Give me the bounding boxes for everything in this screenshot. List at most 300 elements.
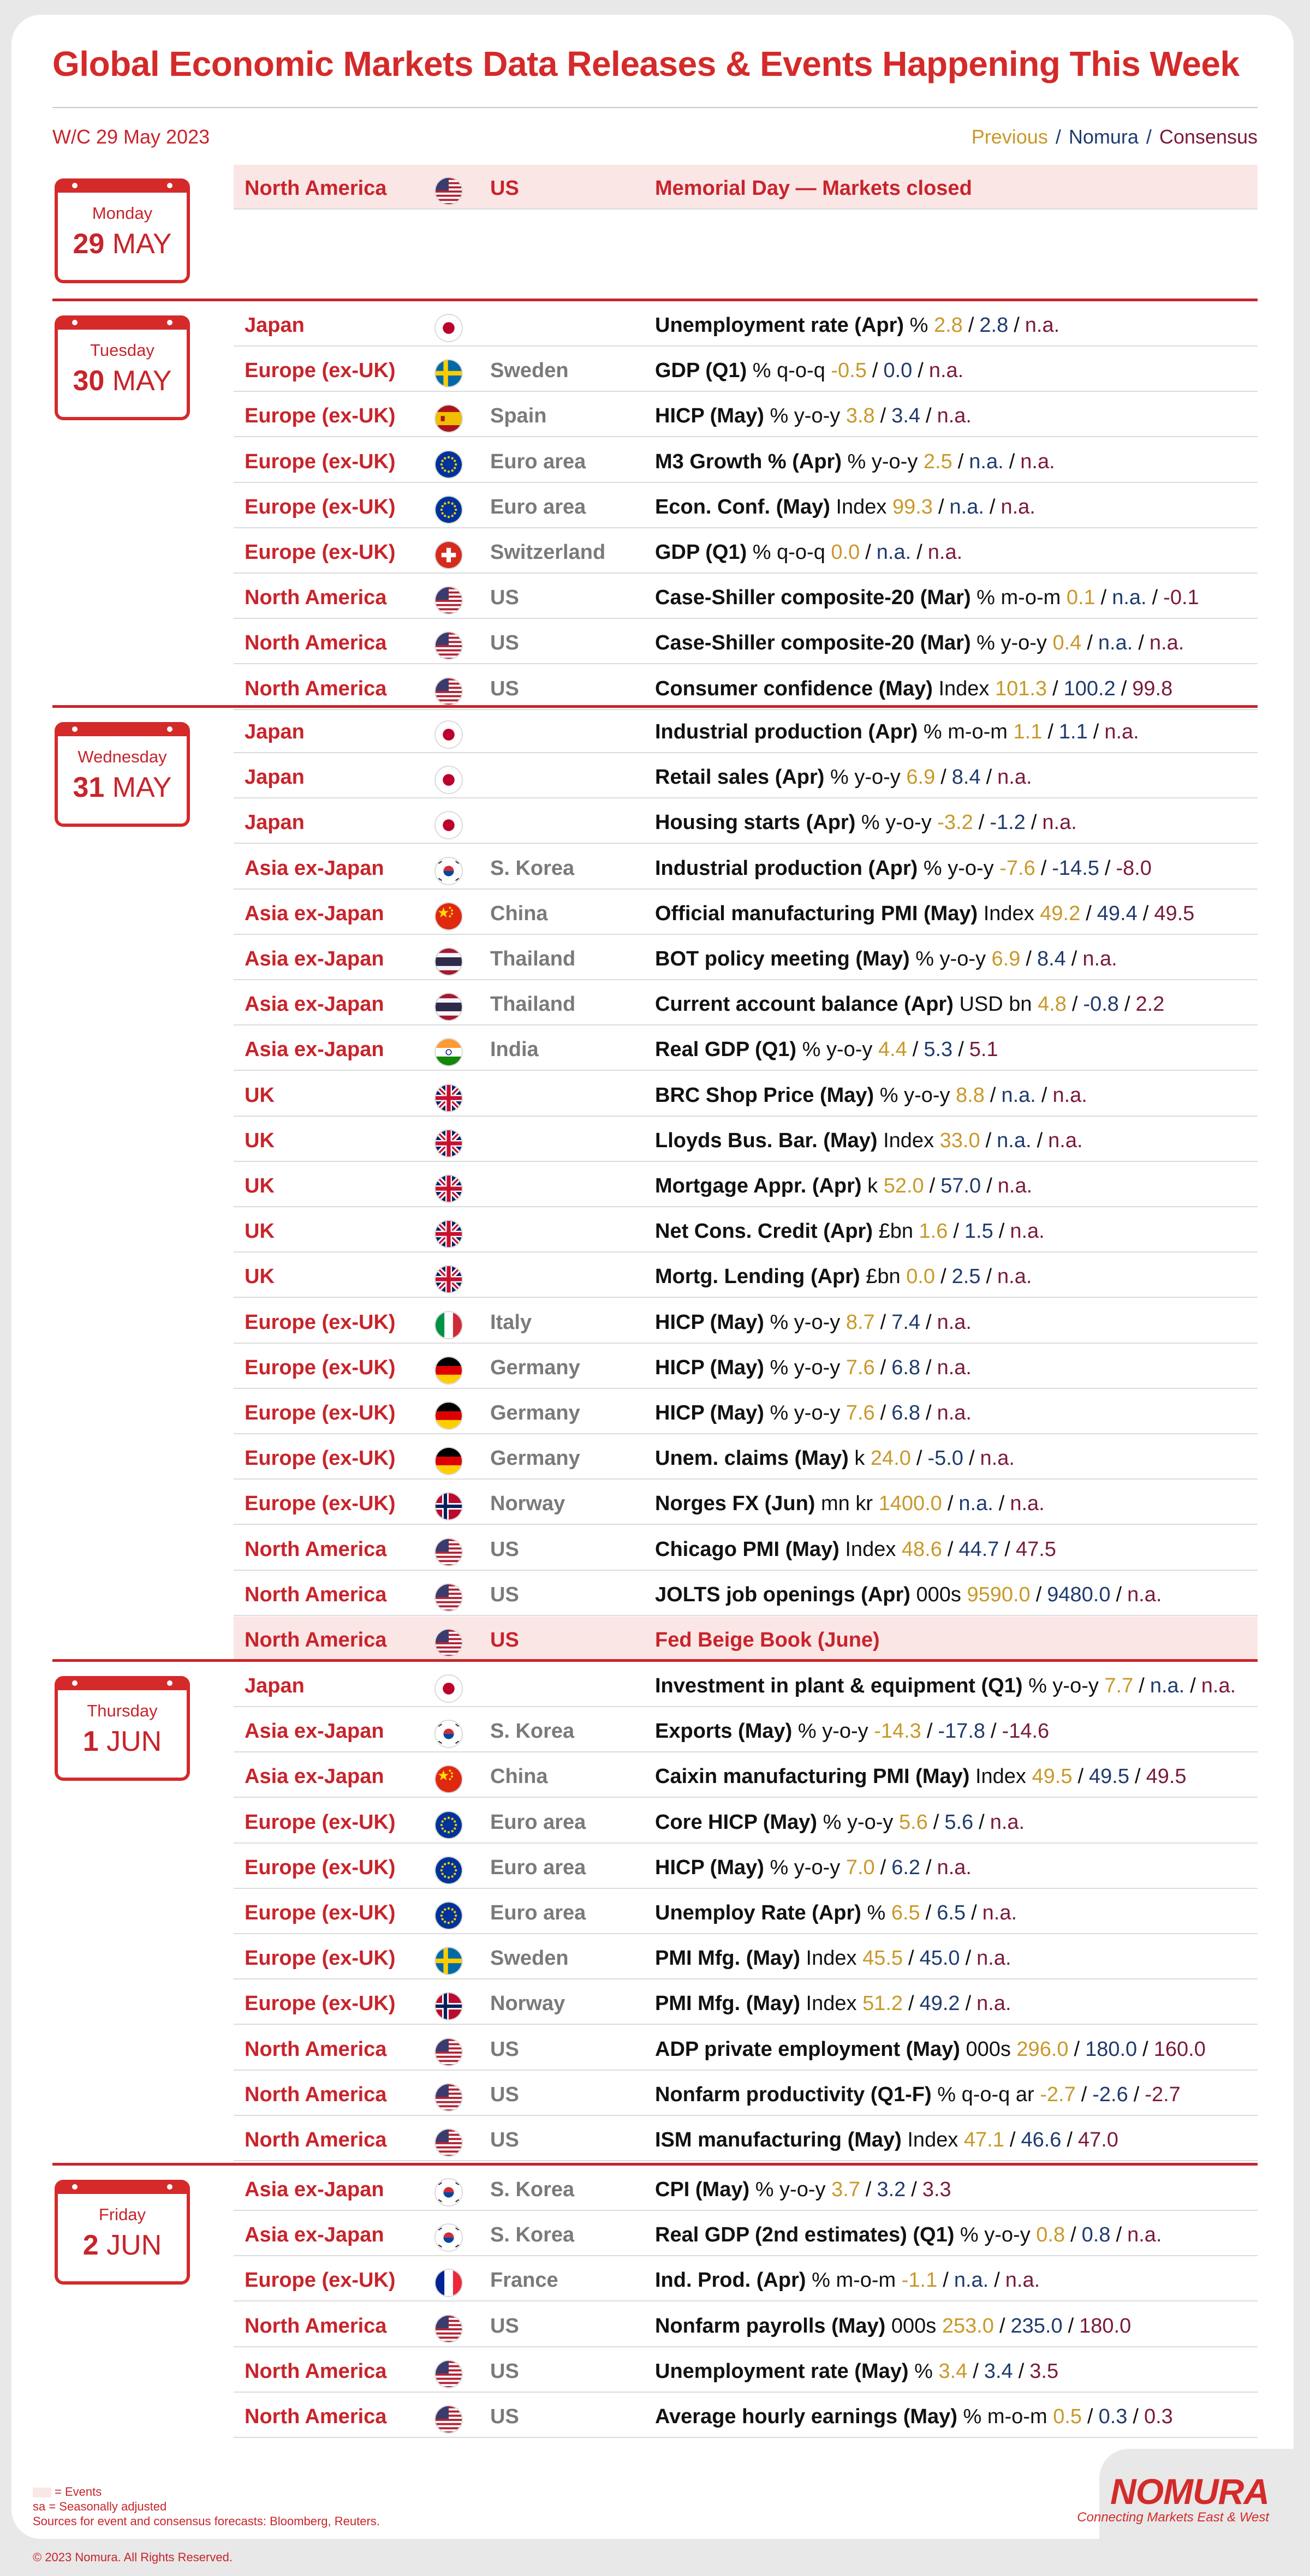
consensus-value: 3.3 <box>922 2178 951 2201</box>
eu-flag-icon <box>434 1901 463 1930</box>
region-label: Asia ex-Japan <box>245 947 384 970</box>
indicator <box>655 1311 972 1334</box>
consensus-value: n.a. <box>1020 450 1055 473</box>
value-separator: / <box>1081 2083 1087 2106</box>
value-separator: / <box>968 1447 975 1470</box>
country-label: Spain <box>490 404 547 428</box>
indicator-name: PMI Mfg. (May) <box>655 1992 800 2016</box>
eu-flag-icon <box>434 1811 463 1839</box>
region-label: Asia ex-Japan <box>245 1765 384 1788</box>
nomura-value: 6.2 <box>891 1856 921 1879</box>
indicator-unit: % m-o-m <box>976 586 1061 610</box>
value-separator: / <box>968 314 974 337</box>
region-label: North America <box>245 586 387 610</box>
calendar-ring-icon <box>72 320 78 325</box>
previous-value: 5.6 <box>898 1810 928 1834</box>
release-row <box>234 1799 1258 1844</box>
indicator-name: JOLTS job openings (Apr) <box>655 1583 910 1606</box>
legend-previous: Previous <box>971 126 1048 148</box>
country-label: Norway <box>490 1992 565 2016</box>
indicator-name: Average hourly earnings (May) <box>655 2405 957 2428</box>
value-separator: / <box>872 359 878 383</box>
release-row <box>234 1390 1258 1434</box>
value-separator: / <box>1116 2223 1122 2247</box>
indicator-name: Nonfarm payrolls (May) <box>655 2314 886 2338</box>
day-calendar <box>55 722 190 827</box>
indicator <box>655 2269 1040 2292</box>
indicator-name: HICP (May) <box>655 404 764 428</box>
previous-value: -0.5 <box>831 359 867 383</box>
region-label: North America <box>245 2083 387 2106</box>
nomura-value: -17.8 <box>938 1720 986 1743</box>
previous-value: 4.4 <box>878 1038 907 1062</box>
release-row <box>234 1026 1258 1071</box>
day-month: MAY <box>112 772 172 803</box>
previous-value: 7.7 <box>1104 1674 1134 1697</box>
indicator-name: Norges FX (Jun) <box>655 1492 815 1516</box>
release-row <box>234 708 1258 753</box>
consensus-value: n.a. <box>1025 314 1060 337</box>
value-separator: / <box>926 1356 932 1379</box>
indicator-name: Core HICP (May) <box>655 1810 818 1834</box>
previous-value: 7.6 <box>845 1402 875 1424</box>
consensus-value: n.a. <box>980 1447 1015 1470</box>
value-separator: / <box>947 1537 954 1561</box>
nomura-value: 49.5 <box>1089 1765 1129 1788</box>
indicator-name: Caixin manufacturing PMI (May) <box>655 1765 970 1788</box>
region-label: North America <box>245 177 387 200</box>
release-row <box>234 619 1258 664</box>
nomura-value: 0.8 <box>1081 2223 1111 2247</box>
previous-value: -2.7 <box>1040 2083 1076 2106</box>
eu-flag-icon <box>434 450 463 479</box>
release-row <box>234 574 1258 619</box>
legend-separator: / <box>1055 126 1061 148</box>
region-label: Europe (ex-UK) <box>245 2269 396 2292</box>
indicator-name: ISM manufacturing (May) <box>655 2128 902 2151</box>
day-date <box>58 2229 187 2262</box>
us-flag-icon <box>434 177 463 205</box>
indicator <box>655 2360 1058 2383</box>
events-legend <box>33 2485 102 2499</box>
country-label: France <box>490 2269 558 2292</box>
region-label: UK <box>245 1083 275 1107</box>
previous-value: 7.6 <box>845 1356 875 1379</box>
value-separator: / <box>1133 2405 1139 2428</box>
value-separator: / <box>965 1992 972 2016</box>
indicator-unit: % <box>909 314 928 337</box>
value-separator: / <box>918 359 924 383</box>
release-row <box>234 1299 1258 1344</box>
france-flag-icon <box>434 2269 463 2297</box>
consensus-value: n.a. <box>937 1356 972 1379</box>
value-separator: / <box>1018 2359 1025 2383</box>
value-separator: / <box>1074 2037 1080 2061</box>
previous-value: 47.1 <box>963 2128 1004 2151</box>
country-label: US <box>490 631 519 655</box>
consensus-value: -2.7 <box>1145 2083 1181 2106</box>
consensus-value: n.a. <box>927 541 963 564</box>
country-label: Sweden <box>490 359 569 383</box>
region-label: Europe (ex-UK) <box>245 1356 396 1379</box>
value-separator: / <box>911 2178 917 2201</box>
indicator-name: Housing starts (Apr) <box>655 811 856 834</box>
indicator-name: Net Cons. Credit (Apr) <box>655 1220 873 1243</box>
indicator-name: Consumer confidence (May) <box>655 677 933 700</box>
country-label: China <box>490 1765 548 1788</box>
nomura-value: 49.2 <box>919 1992 960 2016</box>
consensus-value: n.a. <box>976 1992 1011 2016</box>
indicator <box>655 1129 1083 1153</box>
nomura-value: 2.8 <box>979 314 1009 337</box>
previous-value: 7.0 <box>845 1856 875 1879</box>
indicator-name: Industrial production (Apr) <box>655 720 918 743</box>
value-separator: / <box>1104 856 1111 880</box>
china-flag-icon <box>434 1765 463 1793</box>
indicator <box>655 2405 1173 2429</box>
country-label: Germany <box>490 1356 580 1379</box>
indicator <box>655 677 1172 701</box>
indicator-unit: % y-o-y <box>915 947 986 970</box>
indicator <box>655 314 1059 337</box>
value-separator: / <box>985 1129 992 1152</box>
day-divider <box>52 299 1258 301</box>
region-label: Europe (ex-UK) <box>245 1856 396 1879</box>
indicator-unit: % y-o-y <box>755 2178 826 2201</box>
india-flag-icon <box>434 1038 463 1066</box>
country-label: Germany <box>490 1447 580 1470</box>
indicator-name: Case-Shiller composite-20 (Mar) <box>655 586 971 610</box>
country-label: S. Korea <box>490 2178 575 2201</box>
indicator-unit: £bn <box>866 1265 901 1289</box>
previous-value: 9590.0 <box>967 1583 1031 1606</box>
us-flag-icon <box>434 2038 463 2066</box>
indicator-name: Mortg. Lending (Apr) <box>655 1265 860 1289</box>
consensus-value: n.a. <box>1082 947 1117 970</box>
previous-value: 6.5 <box>891 1901 920 1924</box>
region-label: North America <box>245 2359 387 2383</box>
country-label: US <box>490 177 519 200</box>
japan-flag-icon <box>434 811 463 839</box>
south-korea-flag-icon <box>434 2178 463 2207</box>
nomura-value: n.a. <box>1098 631 1133 655</box>
nomura-value: 3.4 <box>891 404 921 428</box>
indicator <box>655 586 1199 610</box>
indicator-unit: % y-o-y <box>770 1856 841 1879</box>
region-label: North America <box>245 2037 387 2061</box>
region-label: Asia ex-Japan <box>245 902 384 925</box>
indicator-name: PMI Mfg. (May) <box>655 1947 800 1970</box>
release-row <box>234 2166 1258 2211</box>
indicator-unit: % y-o-y <box>802 1038 873 1062</box>
indicator <box>655 1265 1032 1289</box>
release-row <box>234 529 1258 574</box>
value-separator: / <box>1031 811 1037 834</box>
country-label: US <box>490 586 519 610</box>
nomura-value: 100.2 <box>1063 677 1116 700</box>
previous-value: 0.0 <box>906 1265 936 1289</box>
indicator <box>655 450 1055 474</box>
consensus-value: n.a. <box>1005 2269 1040 2292</box>
country-label: US <box>490 2128 519 2151</box>
region-label: North America <box>245 1629 387 1651</box>
previous-value: 48.6 <box>901 1537 942 1561</box>
region-label: UK <box>245 1129 275 1152</box>
indicator-unit: % y-o-y <box>830 766 901 789</box>
release-row <box>234 1162 1258 1207</box>
indicator <box>655 404 972 428</box>
value-separator: / <box>1040 856 1047 880</box>
region-label: Asia ex-Japan <box>245 1720 384 1743</box>
sweden-flag-icon <box>434 359 463 387</box>
indicator-name: BRC Shop Price (May) <box>655 1083 874 1107</box>
indicator-unit: 000s <box>966 2037 1011 2061</box>
value-separator: / <box>1071 993 1078 1016</box>
us-flag-icon <box>434 2083 463 2112</box>
indicator <box>655 1492 1045 1516</box>
nomura-value: -5.0 <box>927 1447 963 1470</box>
indicator <box>655 1947 1011 1970</box>
value-separator: / <box>1138 631 1144 655</box>
value-separator: / <box>925 1901 932 1924</box>
value-separator: / <box>1087 2405 1093 2428</box>
indicator-unit: % y-o-y <box>770 1402 841 1424</box>
indicator-name: CPI (May) <box>655 2178 750 2201</box>
previous-value: 296.0 <box>1016 2037 1069 2061</box>
calendar-ring-icon <box>167 320 172 325</box>
indicator <box>655 1811 1025 1834</box>
day-date <box>58 365 187 397</box>
nomura-value: 5.6 <box>944 1810 974 1834</box>
japan-flag-icon <box>434 1674 463 1703</box>
previous-value: -7.6 <box>999 856 1035 880</box>
region-label: UK <box>245 1220 275 1243</box>
value-separator: / <box>1068 2314 1074 2338</box>
region-label: North America <box>245 2405 387 2428</box>
country-label: Thailand <box>490 947 576 970</box>
value-separator: / <box>1035 1583 1042 1606</box>
indicator-unit: % q-o-q <box>752 541 825 564</box>
indicator-name: Official manufacturing PMI (May) <box>655 902 978 925</box>
indicator-name: M3 Growth % (Apr) <box>655 450 842 473</box>
indicator <box>655 1992 1011 2016</box>
indicator <box>655 1901 1017 1925</box>
previous-value: 33.0 <box>939 1129 980 1152</box>
region-label: Europe (ex-UK) <box>245 1810 396 1834</box>
value-separator: / <box>926 404 932 428</box>
day-month: MAY <box>112 365 172 397</box>
region-label: Europe (ex-UK) <box>245 495 396 518</box>
release-row <box>234 2071 1258 2116</box>
release-row <box>234 1253 1258 1298</box>
region-label: Asia ex-Japan <box>245 993 384 1016</box>
indicator-unit: Index <box>806 1947 857 1970</box>
release-row <box>234 1571 1258 1616</box>
value-separator: / <box>971 1901 977 1924</box>
release-row <box>234 1844 1258 1889</box>
indicator <box>655 811 1077 834</box>
value-separator: / <box>916 1447 922 1470</box>
previous-value: 8.7 <box>845 1310 875 1334</box>
uk-flag-icon <box>434 1265 463 1293</box>
indicator-unit: % y-o-y <box>960 2223 1031 2247</box>
indicator <box>655 1447 1015 1470</box>
indicator-unit: % m-o-m <box>923 720 1008 743</box>
norway-flag-icon <box>434 1492 463 1520</box>
nomura-value: -2.6 <box>1092 2083 1128 2106</box>
calendar-ring-icon <box>167 726 172 732</box>
day-calendar <box>55 1676 190 1781</box>
release-row <box>234 484 1258 528</box>
indicator <box>655 1356 972 1380</box>
value-separator: / <box>1014 314 1020 337</box>
indicator <box>655 1583 1162 1607</box>
region-label: Japan <box>245 766 305 789</box>
release-row <box>234 2026 1258 2071</box>
nomura-value: 45.0 <box>919 1947 960 1970</box>
country-label: Italy <box>490 1310 532 1334</box>
indicator-name: Investment in plant & equipment (Q1) <box>655 1674 1023 1697</box>
previous-value: 45.5 <box>862 1947 903 1970</box>
value-separator: / <box>1087 631 1093 655</box>
consensus-value: n.a. <box>982 1901 1017 1924</box>
value-separator: / <box>933 1810 939 1834</box>
indicator <box>655 2128 1118 2152</box>
uk-flag-icon <box>434 1220 463 1248</box>
nomura-value: 1.1 <box>1058 720 1088 743</box>
indicator-unit: % y-o-y <box>770 1310 841 1334</box>
indicator-unit: Index <box>975 1765 1026 1788</box>
value-separator: / <box>1142 902 1149 925</box>
value-separator: / <box>990 1083 996 1107</box>
us-flag-icon <box>434 586 463 615</box>
country-label: Thailand <box>490 993 576 1016</box>
release-row <box>234 799 1258 844</box>
indicator-unit: Index <box>983 902 1034 925</box>
nomura-value: -0.8 <box>1083 993 1119 1016</box>
indicator-unit: % <box>867 1901 886 1924</box>
country-label: S. Korea <box>490 2223 575 2247</box>
day-number: 2 <box>82 2229 99 2261</box>
norway-flag-icon <box>434 1992 463 2020</box>
country-label: India <box>490 1038 539 1062</box>
previous-value: 6.9 <box>906 766 936 789</box>
release-row <box>234 1889 1258 1934</box>
indicator <box>655 1765 1187 1788</box>
consensus-value: n.a. <box>937 1310 972 1334</box>
value-separator: / <box>908 1947 914 1970</box>
us-flag-icon <box>434 1629 463 1657</box>
legend-separator: / <box>1146 126 1152 148</box>
indicator-unit: £bn <box>878 1220 913 1243</box>
value-separator: / <box>1070 2223 1076 2247</box>
consensus-value: n.a. <box>937 404 972 428</box>
switzerland-flag-icon <box>434 541 463 569</box>
indicator-unit: Index <box>806 1992 857 2016</box>
nomura-value: n.a. <box>949 495 984 518</box>
events-note: = Events <box>55 2485 102 2499</box>
nomura-value: 7.4 <box>891 1310 921 1334</box>
value-separator: / <box>958 1038 964 1062</box>
thailand-flag-icon <box>434 947 463 976</box>
consensus-value: n.a. <box>937 1402 972 1424</box>
nomura-value: n.a. <box>1001 1083 1036 1107</box>
indicator-unit: 000s <box>916 1583 961 1606</box>
value-separator: / <box>1041 1083 1047 1107</box>
brand-block <box>1077 2449 1299 2539</box>
nomura-value: 5.3 <box>924 1038 953 1062</box>
release-row <box>234 2211 1258 2256</box>
indicator-unit: % y-o-y <box>976 631 1047 655</box>
indicator <box>655 993 1164 1016</box>
indicator <box>655 541 962 564</box>
consensus-value: n.a. <box>976 1947 1011 1970</box>
value-separator: / <box>938 495 944 518</box>
consensus-value: n.a. <box>997 1265 1032 1289</box>
indicator-name: Exports (May) <box>655 1720 793 1743</box>
indicator-unit: 000s <box>891 2314 937 2338</box>
calendar-ring-icon <box>72 183 78 188</box>
day-name: Friday <box>98 2205 146 2224</box>
release-row <box>234 981 1258 1025</box>
indicator <box>655 2178 951 2202</box>
uk-flag-icon <box>434 1174 463 1203</box>
release-row <box>234 1344 1258 1389</box>
region-label: North America <box>245 631 387 655</box>
previous-value: 24.0 <box>870 1447 911 1470</box>
event-row <box>234 1617 1258 1661</box>
uk-flag-icon <box>434 1084 463 1112</box>
eu-flag-icon <box>434 1856 463 1885</box>
release-row <box>234 1935 1258 1979</box>
value-separator: / <box>880 1402 886 1424</box>
previous-value: 3.8 <box>845 404 875 428</box>
value-separator: / <box>926 1310 932 1334</box>
value-separator: / <box>1071 947 1077 970</box>
day-number: 30 <box>73 365 105 397</box>
region-label: Europe (ex-UK) <box>245 1901 396 1924</box>
consensus-value: 99.8 <box>1132 677 1173 700</box>
value-separator: / <box>999 2314 1005 2338</box>
indicator <box>655 1402 972 1425</box>
indicator <box>655 359 963 383</box>
consensus-value: n.a. <box>1104 720 1139 743</box>
title-divider <box>52 107 1258 108</box>
value-separator: / <box>1037 1129 1043 1152</box>
value-separator: / <box>908 1992 914 2016</box>
consensus-value: 49.5 <box>1154 902 1195 925</box>
calendar-ring-icon <box>167 1680 172 1686</box>
country-label: US <box>490 1537 519 1561</box>
us-flag-icon <box>434 677 463 706</box>
japan-flag-icon <box>434 720 463 749</box>
germany-flag-icon <box>434 1356 463 1385</box>
calendar-ring-icon <box>72 1680 78 1686</box>
indicator <box>655 720 1139 744</box>
value-separator: / <box>943 2269 949 2292</box>
nomura-value: 2.5 <box>951 1265 981 1289</box>
release-row <box>234 2393 1258 2438</box>
region-label: Japan <box>245 720 305 743</box>
consensus-value: n.a. <box>937 1856 972 1879</box>
indicator <box>655 1720 1049 1743</box>
value-separator: / <box>1100 586 1107 610</box>
consensus-value: 180.0 <box>1079 2314 1132 2338</box>
indicator-unit: k <box>867 1174 878 1197</box>
us-flag-icon <box>434 1538 463 1566</box>
value-separator: / <box>880 404 886 428</box>
previous-value: 51.2 <box>862 1992 903 2016</box>
